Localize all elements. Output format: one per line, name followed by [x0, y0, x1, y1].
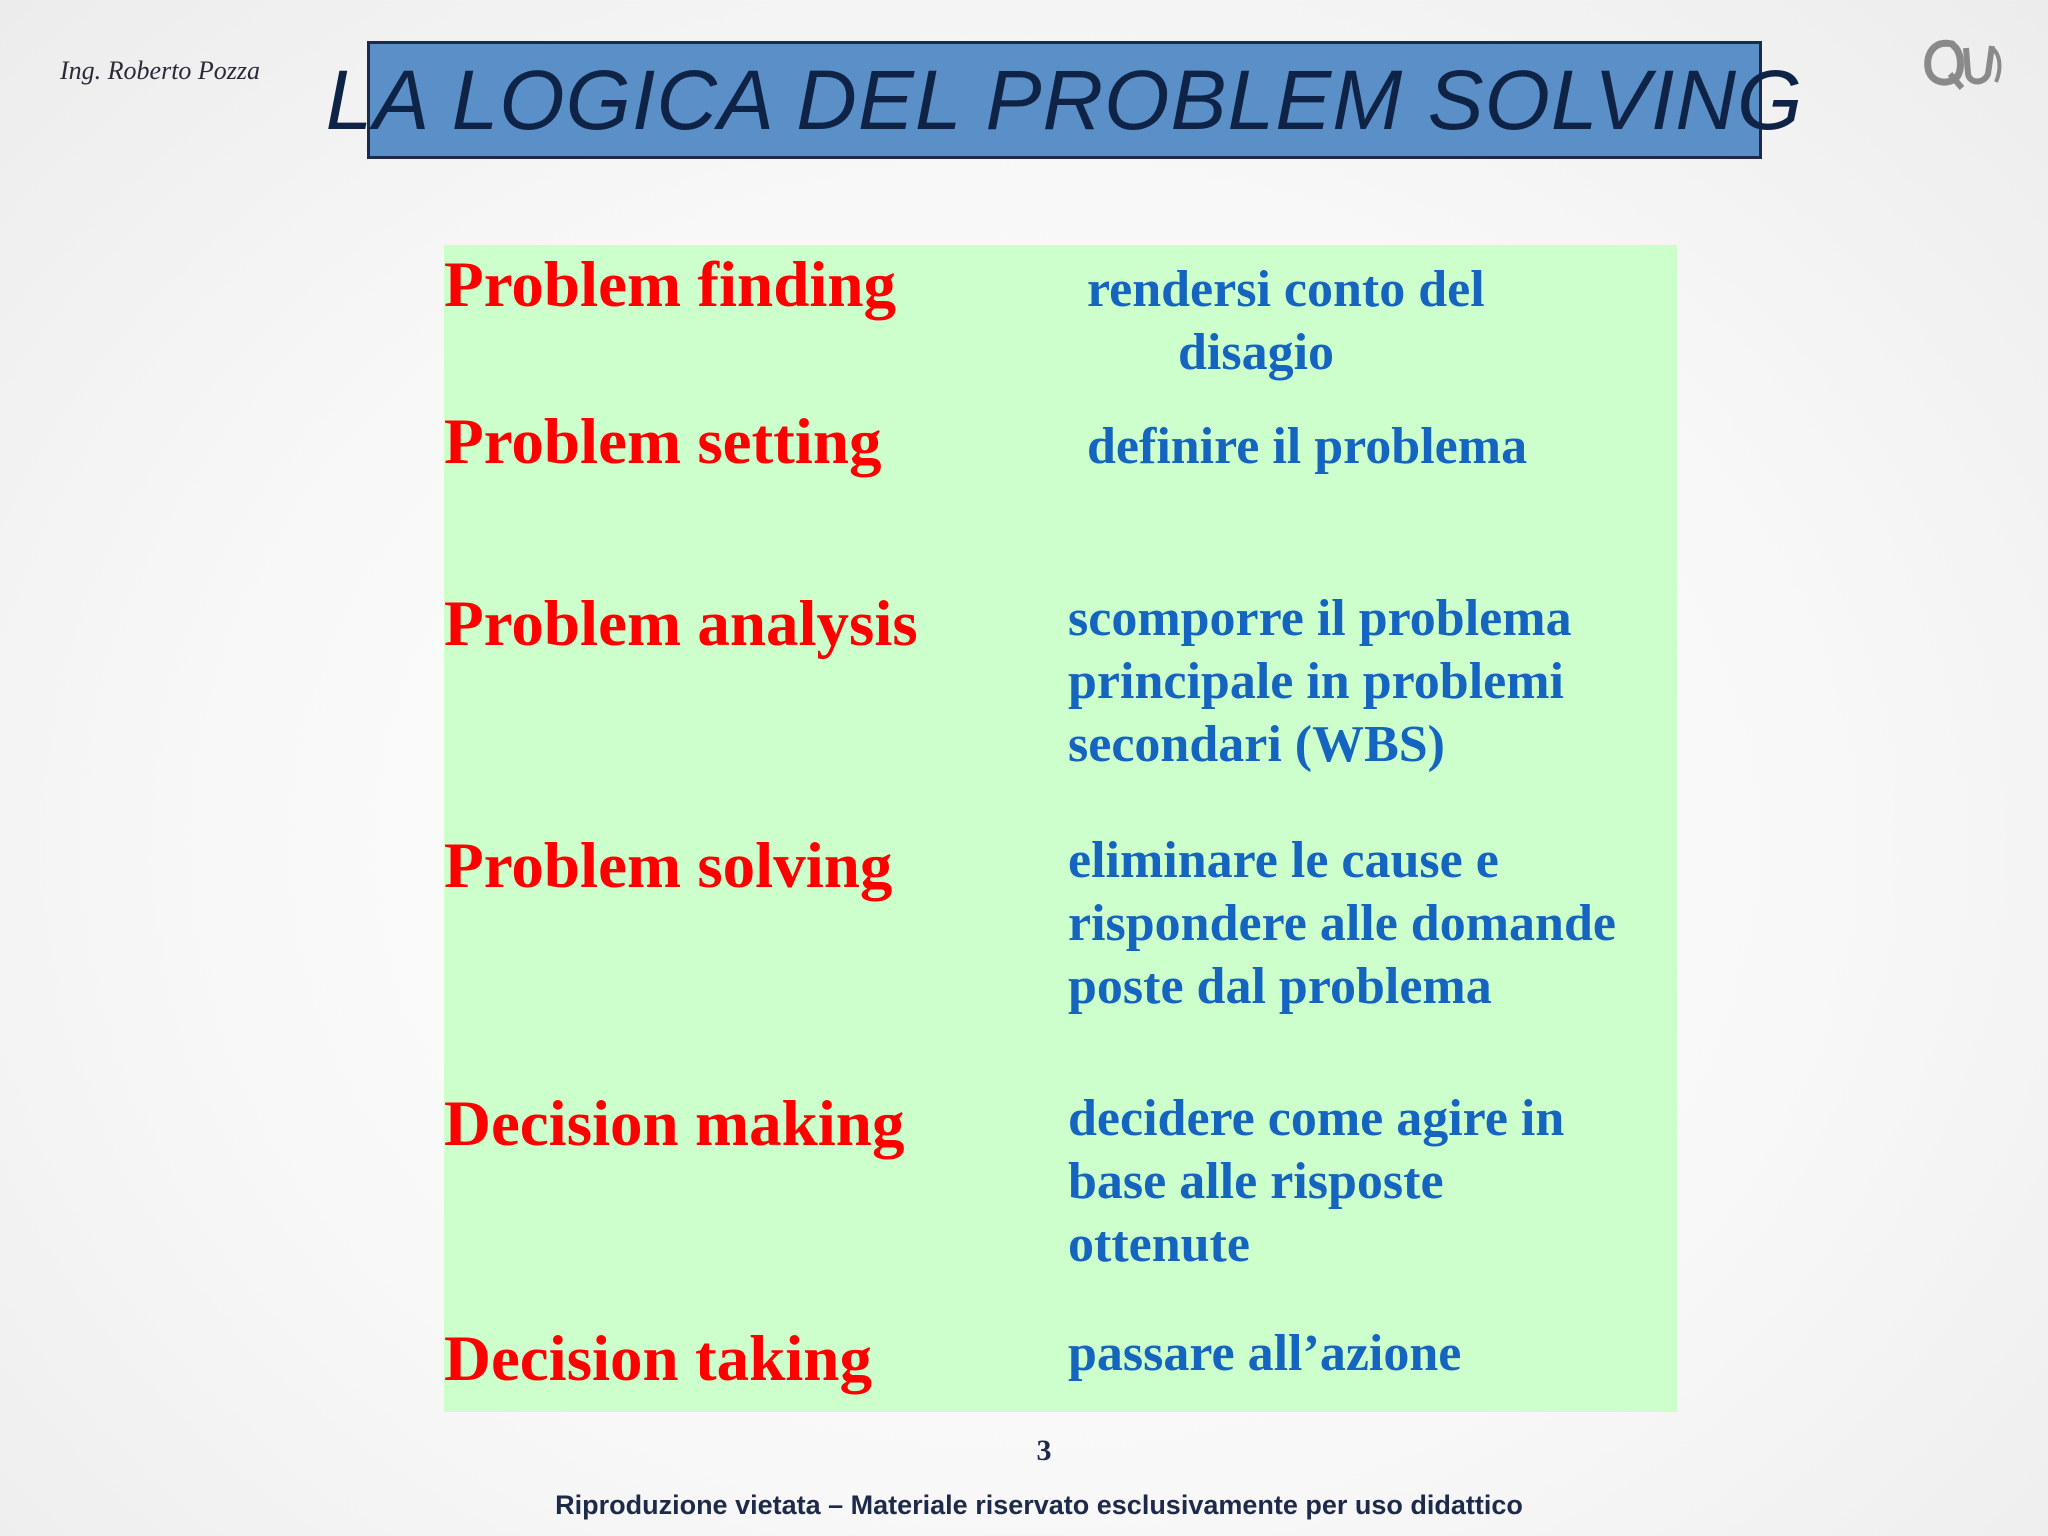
copyright-notice: Riproduzione vietata – Materiale riservato esclusivamente per uso didattico	[555, 1490, 1523, 1520]
title-banner	[325, 41, 1804, 159]
term-problem-setting: Problem setting	[444, 406, 882, 478]
term-problem-solving: Problem solving	[444, 830, 893, 902]
desc-decision-taking: passare all’azione	[1068, 1325, 1462, 1382]
term-problem-finding: Problem finding	[444, 249, 897, 321]
desc-problem-analysis: scomporre il problema principale in problemi secondari (WBS)	[1068, 590, 1572, 773]
logo-icon	[1922, 34, 2006, 92]
page-number: 3	[1036, 1434, 1052, 1467]
desc-problem-setting: definire il problema	[1087, 418, 1528, 475]
desc-problem-solving: eliminare le cause e rispondere alle domande poste dal problema	[1068, 832, 1616, 1015]
desc-problem-finding: rendersi conto del disagio	[1087, 261, 1485, 381]
desc-decision-making: decidere come agire in base alle risposte ottenute	[1068, 1090, 1565, 1273]
author-name: Ing. Roberto Pozza	[60, 56, 261, 85]
term-decision-making: Decision making	[444, 1088, 905, 1160]
term-decision-taking: Decision taking	[444, 1323, 872, 1395]
slide-title: LA LOGICA DEL PROBLEM SOLVING	[325, 52, 1804, 147]
term-problem-analysis: Problem analysis	[444, 588, 918, 660]
